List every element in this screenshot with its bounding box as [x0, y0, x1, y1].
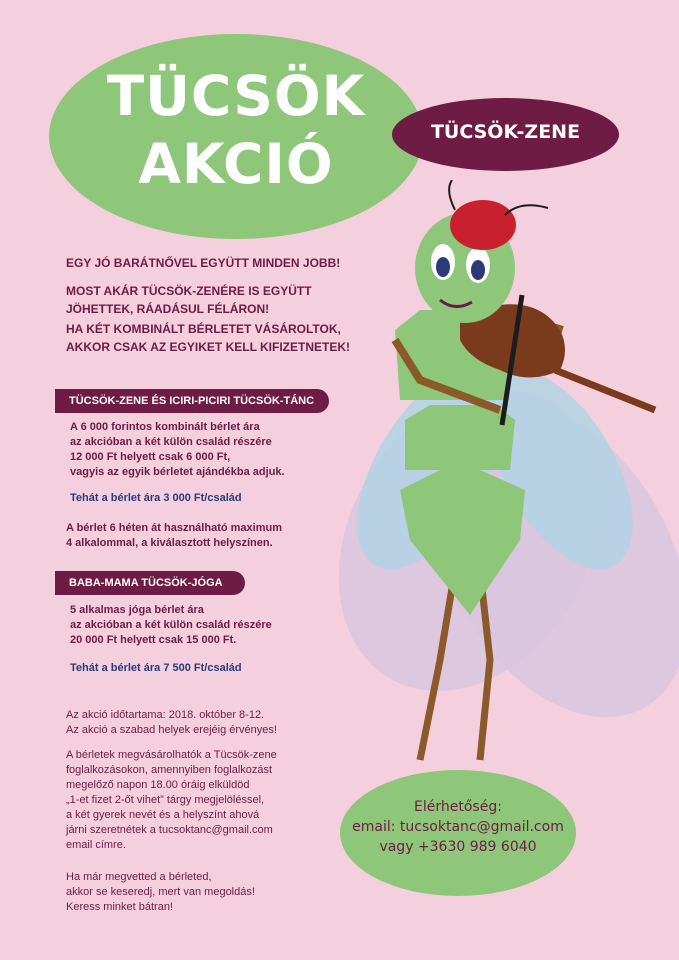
contact-phone[interactable]: vagy +3630 989 6040 [379, 839, 537, 855]
section-2-body: 5 alkalmas jóga bérlet ára az akcióban a két külön család részére 20 000 Ft helyett csak 15 000 Ft. [70, 604, 272, 646]
section-1-usage: A bérlet 6 héten át használható maximum 4 alkalommal, a kiválasztott helyszínen. [66, 522, 282, 549]
intro-paragraph-2: MOST AKÁR TÜCSÖK-ZENÉRE IS EGYÜTT JÖHETTEK, RÁADÁSUL FÉLÁRON! [66, 284, 312, 316]
contact-label: Elérhetőség: [414, 799, 502, 815]
page-title [49, 62, 423, 198]
closing-text: Ha már megvetted a bérleted, akkor se keseredj, mert van megoldás! Keress minket bátran! [66, 871, 255, 913]
section-1-price: Tehát a bérlet ára 3 000 Ft/család [70, 492, 242, 504]
title-line-2: AKCIÓ [138, 132, 334, 196]
purchase-info: A bérletek megvásárolhatók a Tücsök-zene foglalkozásokon, amennyiben foglalkozást megelőző napon 18.00 óráig elküldöd „1-et fizet 2-őt vihet” tárgy megjelöléssel, a két gyerek nevét és a helyszínt ahová járni szeretnétek a tucsoktanc@gmail.com email címre. [66, 749, 277, 851]
section-1-heading: TÜCSÖK-ZENE ÉS ICIRI-PICIRI TÜCSÖK-TÁNC [55, 389, 329, 413]
section-2-price: Tehát a bérlet ára 7 500 Ft/család [70, 662, 242, 674]
section-2-heading: BABA-MAMA TÜCSÖK-JÓGA [55, 571, 245, 595]
intro-paragraph-3: HA KÉT KOMBINÁLT BÉRLETET VÁSÁROLTOK, AKKOR CSAK AZ EGYIKET KELL KIFIZETNETEK! [66, 322, 351, 354]
promotion-duration: Az akció időtartama: 2018. október 8-12. Az akció a szabad helyek erejéig érvényes! [66, 709, 277, 736]
section-1-body: A 6 000 forintos kombinált bérlet ára az akcióban a két külön család részére 12 000 Ft helyett csak 6 000 Ft, vagyis az egyik bérletet ajándékba adjuk. [70, 421, 285, 478]
contact-email[interactable]: email: tucsoktanc@gmail.com [352, 819, 564, 835]
red-beret [450, 200, 516, 250]
intro-line-1: EGY JÓ BARÁTNŐVEL EGYÜTT MINDEN JOBB! [66, 256, 341, 270]
left-antenna [449, 180, 455, 210]
title-line-1: TÜCSÖK [106, 64, 366, 128]
badge-label: TÜCSÖK-ZENE [430, 121, 581, 143]
right-pupil [471, 260, 485, 280]
left-pupil [436, 257, 450, 277]
thorax [405, 405, 515, 470]
